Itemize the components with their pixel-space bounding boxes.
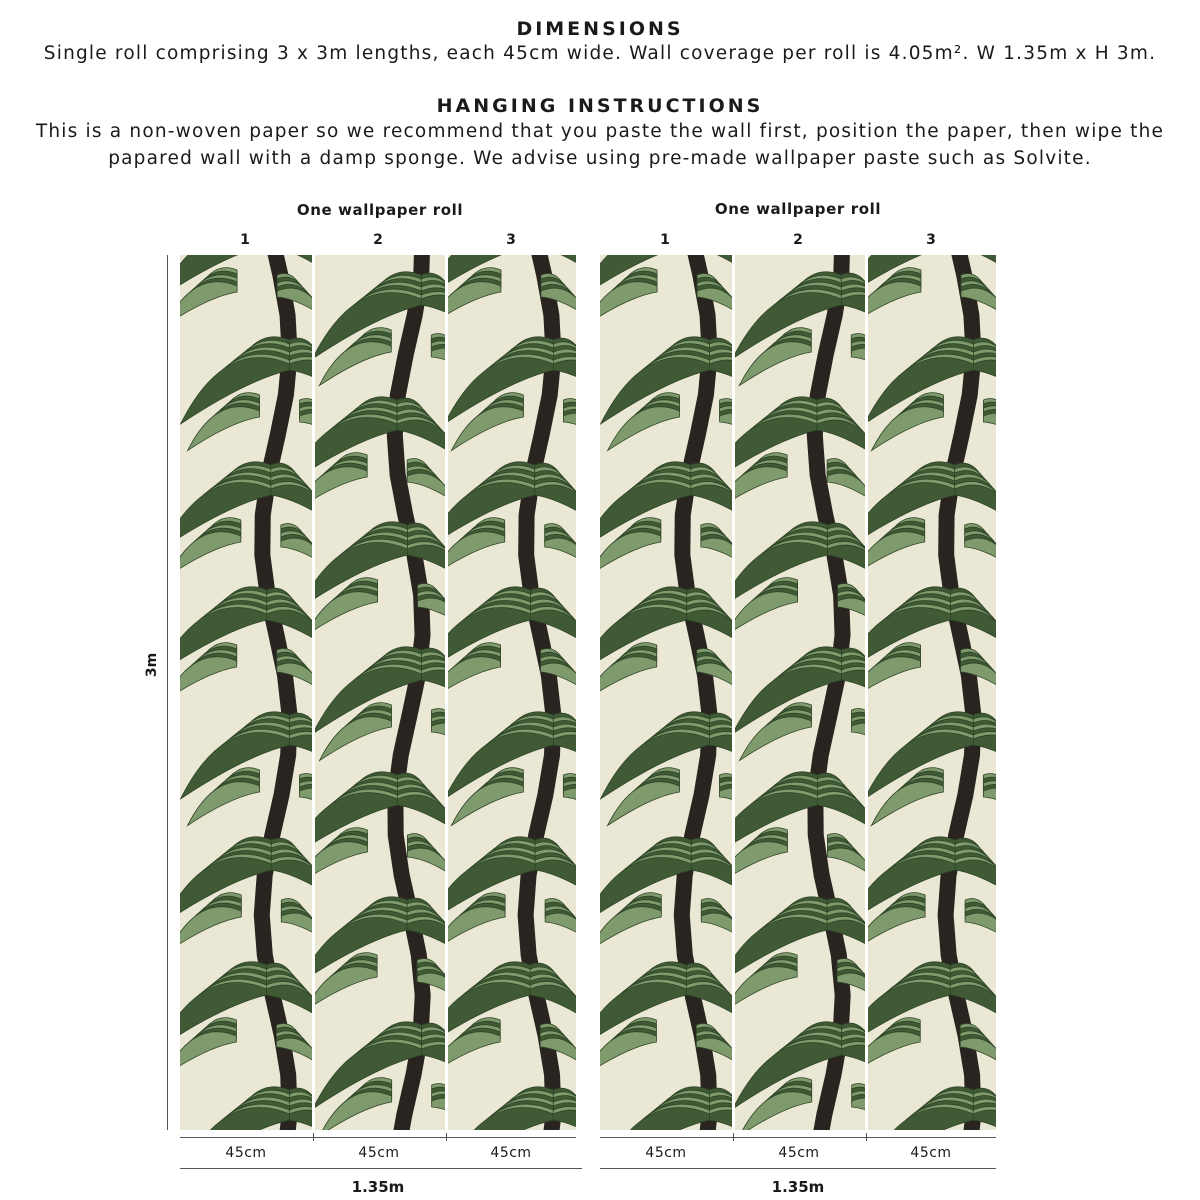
strip-seam [732,255,735,1130]
tick [733,1133,734,1141]
palm-tree-pattern [600,255,733,1130]
strip-seam [865,255,868,1130]
strip-number: 1 [660,232,670,248]
strip-width-label: 45cm [358,1145,400,1161]
hanging-instructions-line-1: This is a non-woven paper so we recommend that you paste the wall first, position the paper, then wipe the [35,121,1165,142]
wallpaper-strip [600,255,733,1130]
wallpaper-strip [313,255,446,1130]
wallpaper-strip [446,255,576,1130]
strip-seam [312,255,315,1130]
strip-width-line [600,1137,996,1138]
tick [313,1133,314,1141]
roll-title: One wallpaper roll [714,200,882,218]
strip-width-label: 45cm [645,1145,687,1161]
hanging-instructions-line-2: papared wall with a damp sponge. We advise using pre-made wallpaper paste such as Solvite. [108,148,1092,169]
roll-title: One wallpaper roll [296,201,464,219]
wallpaper-strip [180,255,313,1130]
strip-seam [445,255,448,1130]
dimensions-heading: DIMENSIONS [516,18,684,40]
height-dimension-label: 3m [144,652,160,678]
roll-width-line [600,1168,996,1169]
wallpaper-strip [733,255,866,1130]
strip-width-label: 45cm [910,1145,952,1161]
dimensions-text: Single roll comprising 3 x 3m lengths, each 45cm wide. Wall coverage per roll is 4.05m². W 1.35m x H 3m. [43,43,1157,64]
roll-width-label: 1.35m [351,1178,405,1196]
tick [866,1133,867,1141]
strip-number: 3 [506,232,516,248]
height-dimension-line [167,255,168,1130]
strip-width-label: 45cm [225,1145,267,1161]
hanging-instructions-heading: HANGING INSTRUCTIONS [436,95,764,117]
strip-width-label: 45cm [778,1145,820,1161]
strip-width-label: 45cm [490,1145,532,1161]
roll-width-label: 1.35m [771,1178,825,1196]
palm-tree-pattern [446,255,576,1130]
strip-number: 2 [793,232,803,248]
palm-tree-pattern [180,255,313,1130]
wallpaper-strip [866,255,996,1130]
palm-tree-pattern [733,255,866,1130]
palm-tree-pattern [866,255,996,1130]
palm-tree-pattern [313,255,446,1130]
strip-number: 1 [240,232,250,248]
tick [446,1133,447,1141]
strip-number: 3 [926,232,936,248]
roll-width-line [180,1168,582,1169]
strip-width-line [180,1137,576,1138]
strip-number: 2 [373,232,383,248]
